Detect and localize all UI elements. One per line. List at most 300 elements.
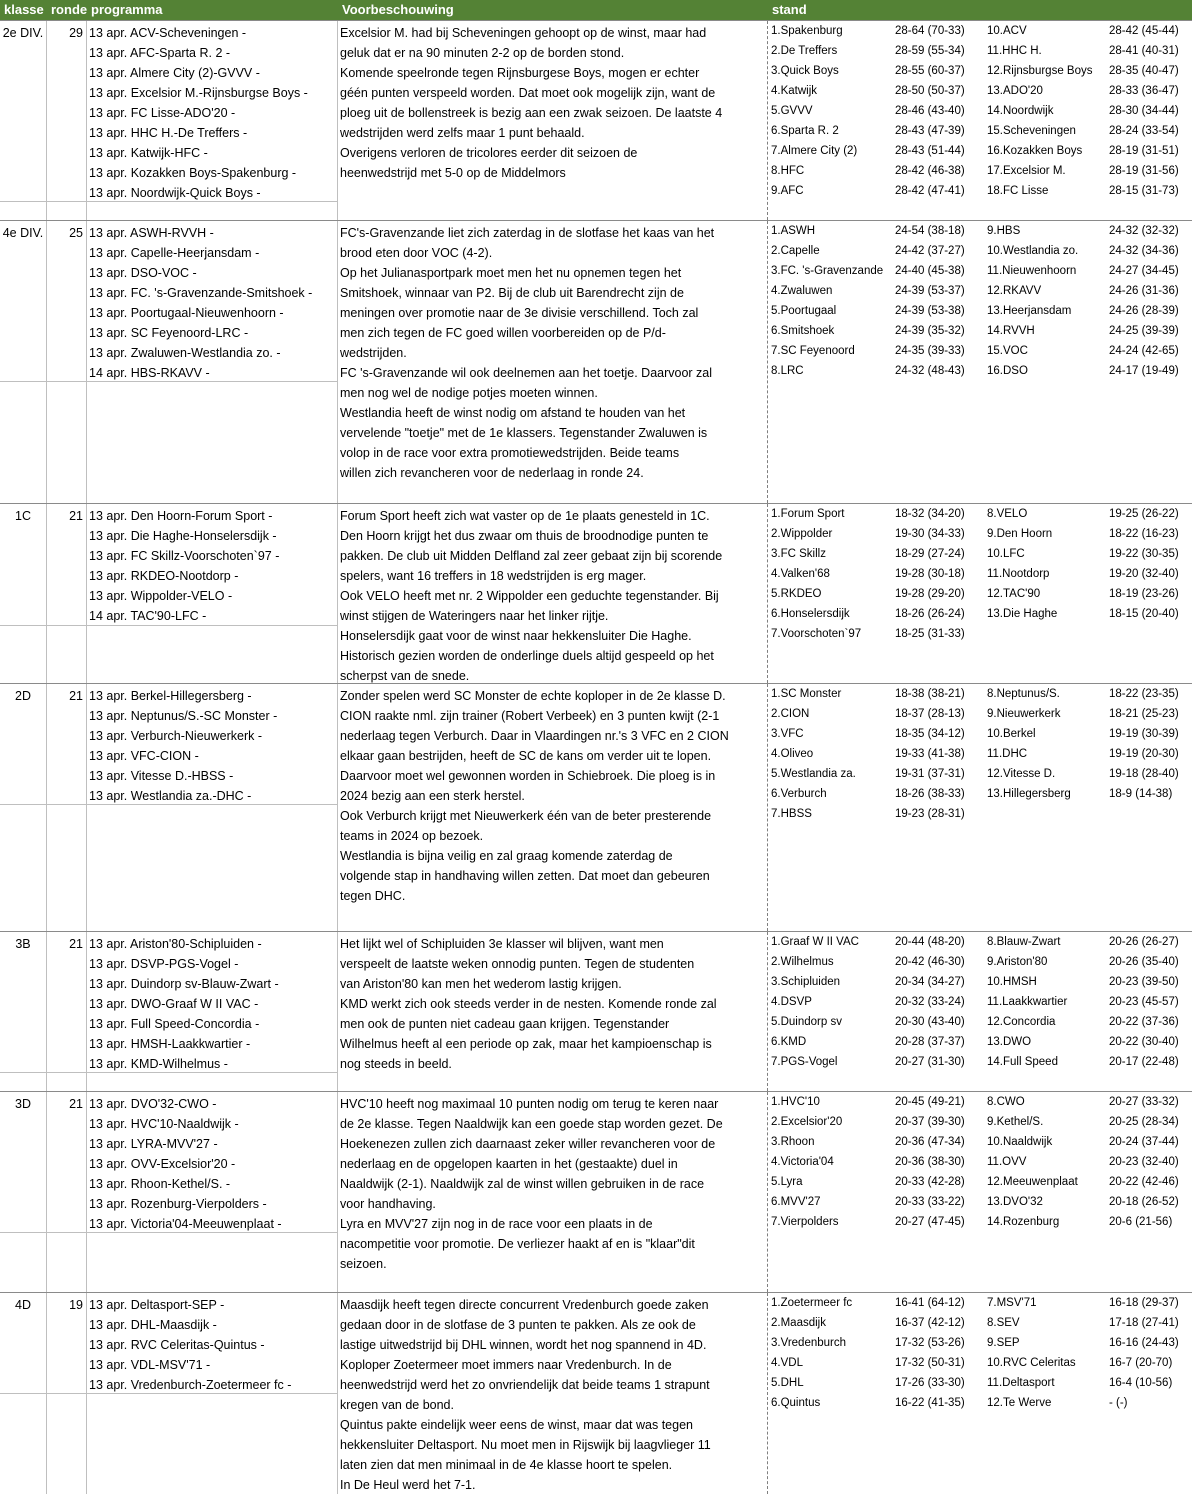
row-gridline bbox=[0, 381, 338, 382]
standings-row bbox=[768, 584, 1192, 604]
score-left: 24-39 (35-32) bbox=[895, 325, 965, 337]
team-right: 13.Die Haghe bbox=[987, 608, 1058, 620]
match-item: 13 apr. Duindorp sv-Blauw-Zwart - bbox=[89, 977, 279, 991]
match-item: 13 apr. DSVP-PGS-Vogel - bbox=[89, 957, 239, 971]
score-left: 18-26 (38-33) bbox=[895, 788, 965, 800]
score-left: 24-54 (38-18) bbox=[895, 225, 965, 237]
match-item: 13 apr. ACV-Scheveningen - bbox=[89, 26, 247, 40]
score-right: 20-22 (30-40) bbox=[1109, 1036, 1179, 1048]
klasse-label: 4e DIV. bbox=[2, 226, 44, 240]
score-left: 28-55 (60-37) bbox=[895, 65, 965, 77]
preview-line: Daarvoor moet wel gewonnen worden in Schiebroek. Die ploeg is in bbox=[340, 769, 716, 783]
match-item: 14 apr. TAC'90-LFC - bbox=[89, 609, 207, 623]
score-right: 24-27 (34-45) bbox=[1109, 265, 1179, 277]
score-left: 28-43 (51-44) bbox=[895, 145, 965, 157]
score-right: 24-17 (19-49) bbox=[1109, 365, 1179, 377]
score-right: 19-20 (32-40) bbox=[1109, 568, 1179, 580]
match-item: 13 apr. FC. 's-Gravenzande-Smitshoek - bbox=[89, 286, 313, 300]
standings-row bbox=[768, 361, 1192, 381]
standings-row bbox=[768, 1293, 1192, 1313]
standings-row bbox=[768, 992, 1192, 1012]
score-right: 18-19 (23-26) bbox=[1109, 588, 1179, 600]
score-left: 19-23 (28-31) bbox=[895, 808, 965, 820]
score-left: 20-42 (46-30) bbox=[895, 956, 965, 968]
score-left: 28-42 (47-41) bbox=[895, 185, 965, 197]
standings-row bbox=[768, 744, 1192, 764]
standings-row bbox=[768, 1333, 1192, 1353]
preview-line: pakken. De club uit Midden Delfland zal zeer gebaat zijn bij scorende bbox=[340, 549, 723, 563]
row-gridline bbox=[0, 625, 338, 626]
preview-line: Forum Sport heeft zich wat vaster op de 1e plaats genesteld in 1C. bbox=[340, 509, 710, 523]
programma-cell bbox=[87, 684, 338, 931]
score-left: 28-64 (70-33) bbox=[895, 25, 965, 37]
voorbeschouwing-cell bbox=[338, 684, 768, 931]
header-klasse: klasse bbox=[0, 0, 47, 20]
standings-row bbox=[768, 724, 1192, 744]
preview-line: Ook VELO heeft met nr. 2 Wippolder een geduchte tegenstander. Bij bbox=[340, 589, 719, 603]
ronde-cell bbox=[47, 504, 87, 683]
ronde-cell bbox=[47, 932, 87, 1091]
ronde-cell bbox=[47, 221, 87, 503]
klasse-label: 3B bbox=[15, 937, 31, 951]
preview-line: Historisch gezien worden de onderlinge duels altijd gespeeld op het bbox=[340, 649, 714, 663]
preview-line: Ook Verburch krijgt met Nieuwerkerk één van de beter presterende bbox=[340, 809, 712, 823]
team-right: 13.ADO'20 bbox=[987, 85, 1043, 97]
standings-row bbox=[768, 544, 1192, 564]
team-left: 5.Poortugaal bbox=[771, 305, 837, 317]
preview-line: Wilhelmus heeft al een periode op zak, maar het kampioenschap is bbox=[340, 1037, 712, 1051]
match-item: 13 apr. DVO'32-CWO - bbox=[89, 1097, 217, 1111]
programma-list bbox=[87, 1094, 282, 1234]
score-right: 16-18 (29-37) bbox=[1109, 1297, 1179, 1309]
score-right: 16-7 (20-70) bbox=[1109, 1357, 1173, 1369]
team-right: 12.Te Werve bbox=[987, 1397, 1052, 1409]
row-gridline bbox=[0, 804, 338, 805]
score-right: 19-18 (28-40) bbox=[1109, 768, 1179, 780]
team-left: 2.Excelsior'20 bbox=[771, 1116, 843, 1128]
team-left: 2.De Treffers bbox=[771, 45, 838, 57]
match-item: 13 apr. VDL-MSV'71 - bbox=[89, 1358, 211, 1372]
team-right: 10.ACV bbox=[987, 25, 1027, 37]
standings-table bbox=[768, 221, 1192, 381]
klasse-label: 3D bbox=[15, 1097, 31, 1111]
score-right: 20-24 (37-44) bbox=[1109, 1136, 1179, 1148]
standings-row bbox=[768, 81, 1192, 101]
team-right: 12.Concordia bbox=[987, 1016, 1056, 1028]
match-item: 13 apr. Poortugaal-Nieuwenhoorn - bbox=[89, 306, 284, 320]
programma-cell bbox=[87, 221, 338, 503]
team-right: 8.CWO bbox=[987, 1096, 1025, 1108]
team-left: 2.Wilhelmus bbox=[771, 956, 834, 968]
standings-table bbox=[768, 504, 1192, 644]
score-left: 16-22 (41-35) bbox=[895, 1397, 965, 1409]
score-left: 20-33 (33-22) bbox=[895, 1196, 965, 1208]
match-item: 13 apr. Neptunus/S.-SC Monster - bbox=[89, 709, 278, 723]
preview-line: KMD werkt zich ook steeds verder in de nesten. Komende ronde zal bbox=[340, 997, 717, 1011]
section-2 bbox=[0, 503, 1192, 683]
programma-list bbox=[87, 506, 279, 626]
standings-row bbox=[768, 604, 1192, 624]
standings-table bbox=[768, 684, 1192, 824]
standings-row bbox=[768, 804, 1192, 824]
team-left: 3.FC. 's-Gravenzande bbox=[771, 265, 884, 277]
score-left: 24-32 (48-43) bbox=[895, 365, 965, 377]
preview-line: willen zich revancheren voor de nederlaag in ronde 24. bbox=[340, 466, 644, 480]
score-left: 19-30 (34-33) bbox=[895, 528, 965, 540]
preview-line: nacompetitie voor promotie. De verliezer haakt af en is "klaar"dit bbox=[340, 1237, 695, 1251]
score-right: 24-32 (34-36) bbox=[1109, 245, 1179, 257]
team-left: 5.Lyra bbox=[771, 1176, 803, 1188]
preview-line: elkaar gaan bestrijden, heeft de SC de kans om verder uit te lopen. bbox=[340, 749, 712, 763]
standings-row bbox=[768, 141, 1192, 161]
score-right: 20-25 (28-34) bbox=[1109, 1116, 1179, 1128]
team-left: 3.Schipluiden bbox=[771, 976, 841, 988]
score-left: 28-59 (55-34) bbox=[895, 45, 965, 57]
preview-line: HVC'10 heeft nog maximaal 10 punten nodig om terug te keren naar bbox=[340, 1097, 719, 1111]
preview-line: FC's-Gravenzande liet zich zaterdag in de slotfase het kaas van het bbox=[340, 226, 715, 240]
preview-line: 2024 bezig aan een sterk herstel. bbox=[340, 789, 525, 803]
team-right: 16.Kozakken Boys bbox=[987, 145, 1083, 157]
team-right: 8.SEV bbox=[987, 1317, 1020, 1329]
team-right: 14.Full Speed bbox=[987, 1056, 1058, 1068]
score-left: 20-36 (38-30) bbox=[895, 1156, 965, 1168]
preview-line: Op het Julianasportpark moet men het nu opnemen tegen het bbox=[340, 266, 682, 280]
ronde-value: 19 bbox=[69, 1298, 83, 1312]
preview-line: Naaldwijk (2-1). Naaldwijk zal de winst willen gebruiken in de race bbox=[340, 1177, 705, 1191]
score-left: 16-41 (64-12) bbox=[895, 1297, 965, 1309]
match-item: 13 apr. Rozenburg-Vierpolders - bbox=[89, 1197, 267, 1211]
team-right: 9.Den Hoorn bbox=[987, 528, 1053, 540]
voorbeschouwing-cell bbox=[338, 21, 768, 220]
team-right: 8.Neptunus/S. bbox=[987, 688, 1060, 700]
match-item: 13 apr. LYRA-MVV'27 - bbox=[89, 1137, 218, 1151]
standings-row bbox=[768, 221, 1192, 241]
score-right: 19-22 (30-35) bbox=[1109, 548, 1179, 560]
team-right: 11.Deltasport bbox=[987, 1377, 1055, 1389]
voorbeschouwing-text bbox=[338, 934, 717, 1074]
programma-list bbox=[87, 934, 279, 1074]
team-right: 14.Rozenburg bbox=[987, 1216, 1060, 1228]
standings-row bbox=[768, 1052, 1192, 1072]
score-right: 20-23 (32-40) bbox=[1109, 1156, 1179, 1168]
score-left: 19-31 (37-31) bbox=[895, 768, 965, 780]
preview-line: verspeelt de laatste weken onnodig punten. Tegen de studenten bbox=[340, 957, 695, 971]
preview-line: Hoekenezen zullen zich daarnaast zeker willer revancheren voor de bbox=[340, 1137, 716, 1151]
score-right: 28-35 (40-47) bbox=[1109, 65, 1179, 77]
score-right: 20-18 (26-52) bbox=[1109, 1196, 1179, 1208]
team-left: 4.DSVP bbox=[771, 996, 812, 1008]
ronde-value: 29 bbox=[69, 26, 83, 40]
team-right: 12.Vitesse D. bbox=[987, 768, 1056, 780]
preview-line: gedaan door in de slotfase de 3 punten te pakken. Als ze ook de bbox=[340, 1318, 696, 1332]
standings-row bbox=[768, 281, 1192, 301]
team-left: 6.Sparta R. 2 bbox=[771, 125, 839, 137]
team-right: 10.Naaldwijk bbox=[987, 1136, 1053, 1148]
score-left: 20-36 (47-34) bbox=[895, 1136, 965, 1148]
standings-row bbox=[768, 1092, 1192, 1112]
preview-line: Westlandia heeft de winst nodig om afstand te houden van het bbox=[340, 406, 686, 420]
team-left: 3.Vredenburch bbox=[771, 1337, 847, 1349]
preview-line: Koploper Zoetermeer moet immers naar Vredenburch. In de bbox=[340, 1358, 672, 1372]
klasse-cell bbox=[0, 21, 47, 220]
preview-line: volop in de race voor extra promotiewedstrijden. Beide teams bbox=[340, 446, 680, 460]
standings-row bbox=[768, 932, 1192, 952]
score-right: 28-24 (33-54) bbox=[1109, 125, 1179, 137]
preview-line: volgende stap in handhaving willen zetten. Dat moet dan gebeuren bbox=[340, 869, 710, 883]
match-item: 13 apr. Berkel-Hillegersberg - bbox=[89, 689, 252, 703]
team-right: 16.DSO bbox=[987, 365, 1028, 377]
stand-cell bbox=[768, 221, 1192, 503]
preview-line: nederlaag en de opgelopen kaarten in het (gestaakte) duel in bbox=[340, 1157, 678, 1171]
standings-row bbox=[768, 321, 1192, 341]
team-left: 7.SC Feyenoord bbox=[771, 345, 855, 357]
team-left: 7.Almere City (2) bbox=[771, 145, 858, 157]
team-right: 11.HHC H. bbox=[987, 45, 1042, 57]
match-item: 13 apr. FC Lisse-ADO'20 - bbox=[89, 106, 236, 120]
klasse-label: 4D bbox=[15, 1298, 31, 1312]
score-left: 24-39 (53-38) bbox=[895, 305, 965, 317]
standings-row bbox=[768, 952, 1192, 972]
preview-line: ploeg uit de bollenstreek is bezig aan een zwak seizoen. De laatste 4 bbox=[340, 106, 723, 120]
programma-cell bbox=[87, 21, 338, 220]
standings-row bbox=[768, 1172, 1192, 1192]
preview-line: Komende speelronde tegen Rijnsburgese Boys, mogen er echter bbox=[340, 66, 700, 80]
team-right: 9.HBS bbox=[987, 225, 1021, 237]
team-left: 3.VFC bbox=[771, 728, 804, 740]
programma-cell bbox=[87, 504, 338, 683]
voorbeschouwing-cell bbox=[338, 221, 768, 503]
match-item: 13 apr. Almere City (2)-GVVV - bbox=[89, 66, 260, 80]
team-left: 1.Spakenburg bbox=[771, 25, 843, 37]
preview-line: Quintus pakte eindelijk weer eens de winst, maar dat was tegen bbox=[340, 1418, 693, 1432]
match-item: 13 apr. Deltasport-SEP - bbox=[89, 1298, 225, 1312]
match-item: 13 apr. Victoria'04-Meeuwenplaat - bbox=[89, 1217, 282, 1231]
match-item: 13 apr. HVC'10-Naaldwijk - bbox=[89, 1117, 239, 1131]
team-left: 9.AFC bbox=[771, 185, 804, 197]
match-item: 13 apr. Den Hoorn-Forum Sport - bbox=[89, 509, 273, 523]
team-left: 1.SC Monster bbox=[771, 688, 842, 700]
team-left: 5.DHL bbox=[771, 1377, 804, 1389]
score-left: 18-25 (31-33) bbox=[895, 628, 965, 640]
match-item: 13 apr. Wippolder-VELO - bbox=[89, 589, 233, 603]
match-item: 14 apr. HBS-RKAVV - bbox=[89, 366, 210, 380]
score-left: 28-42 (46-38) bbox=[895, 165, 965, 177]
preview-line: lastige uitwedstrijd bij DHL winnen, wordt het nog spannend in 4D. bbox=[340, 1338, 707, 1352]
standings-row bbox=[768, 21, 1192, 41]
preview-line: spelers, want 16 treffers in 18 wedstrijden is erg mager. bbox=[340, 569, 647, 583]
stand-cell bbox=[768, 1092, 1192, 1292]
team-right: 13.Heerjansdam bbox=[987, 305, 1072, 317]
standings-row bbox=[768, 121, 1192, 141]
team-left: 7.Voorschoten`97 bbox=[771, 628, 862, 640]
team-left: 1.HVC'10 bbox=[771, 1096, 820, 1108]
preview-line: In De Heul werd het 7-1. bbox=[340, 1478, 476, 1492]
preview-line: Smitshoek, winnaar van P2. Bij de club uit Barendrecht zijn de bbox=[340, 286, 684, 300]
section-0 bbox=[0, 20, 1192, 220]
match-item: 13 apr. HMSH-Laakkwartier - bbox=[89, 1037, 251, 1051]
preview-line: seizoen. bbox=[340, 1257, 387, 1271]
match-item: 13 apr. ASWH-RVVH - bbox=[89, 226, 214, 240]
score-left: 24-39 (53-37) bbox=[895, 285, 965, 297]
score-left: 20-30 (43-40) bbox=[895, 1016, 965, 1028]
match-item: 13 apr. Westlandia za.-DHC - bbox=[89, 789, 252, 803]
score-right: 18-9 (14-38) bbox=[1109, 788, 1173, 800]
match-item: 13 apr. Capelle-Heerjansdam - bbox=[89, 246, 260, 260]
preview-line: teams in 2024 op bezoek. bbox=[340, 829, 484, 843]
score-right: 20-26 (26-27) bbox=[1109, 936, 1179, 948]
team-right: 10.RVC Celeritas bbox=[987, 1357, 1076, 1369]
team-right: 15.Scheveningen bbox=[987, 125, 1076, 137]
preview-line: scherpst van de snede. bbox=[340, 669, 470, 683]
ronde-value: 21 bbox=[69, 937, 83, 951]
klasse-cell bbox=[0, 1092, 47, 1292]
preview-line: Overigens verloren de tricolores eerder dit seizoen de bbox=[340, 146, 638, 160]
standings-row bbox=[768, 1032, 1192, 1052]
standings-table bbox=[768, 932, 1192, 1072]
standings-row bbox=[768, 1192, 1192, 1212]
score-right: 20-23 (45-57) bbox=[1109, 996, 1179, 1008]
match-item: 13 apr. Ariston'80-Schipluiden - bbox=[89, 937, 262, 951]
score-right: 28-19 (31-56) bbox=[1109, 165, 1179, 177]
klasse-label: 2e DIV. bbox=[2, 26, 44, 40]
preview-line: tegen DHC. bbox=[340, 889, 406, 903]
score-right: 18-15 (20-40) bbox=[1109, 608, 1179, 620]
standings-table bbox=[768, 21, 1192, 201]
score-left: 24-40 (45-38) bbox=[895, 265, 965, 277]
team-right: 7.MSV'71 bbox=[987, 1297, 1037, 1309]
score-right: 28-15 (31-73) bbox=[1109, 185, 1179, 197]
preview-line: Excelsior M. had bij Scheveningen gehoopt op de winst, maar had bbox=[340, 26, 707, 40]
team-left: 1.Zoetermeer fc bbox=[771, 1297, 853, 1309]
team-left: 6.MVV'27 bbox=[771, 1196, 821, 1208]
team-right: 12.Meeuwenplaat bbox=[987, 1176, 1078, 1188]
match-item: 13 apr. DHL-Maasdijk - bbox=[89, 1318, 217, 1332]
score-right: 24-24 (42-65) bbox=[1109, 345, 1179, 357]
standings-row bbox=[768, 1212, 1192, 1232]
team-left: 2.Wippolder bbox=[771, 528, 833, 540]
score-left: 20-32 (33-24) bbox=[895, 996, 965, 1008]
score-left: 20-33 (42-28) bbox=[895, 1176, 965, 1188]
klasse-label: 2D bbox=[15, 689, 31, 703]
match-item: 13 apr. KMD-Wilhelmus - bbox=[89, 1057, 228, 1071]
match-item: 13 apr. Zwaluwen-Westlandia zo. - bbox=[89, 346, 281, 360]
score-left: 19-28 (30-18) bbox=[895, 568, 965, 580]
score-left: 20-27 (47-45) bbox=[895, 1216, 965, 1228]
klasse-cell bbox=[0, 504, 47, 683]
row-gridline bbox=[0, 1393, 338, 1394]
team-right: 12.TAC'90 bbox=[987, 588, 1041, 600]
team-right: 10.HMSH bbox=[987, 976, 1037, 988]
team-left: 7.HBSS bbox=[771, 808, 812, 820]
score-right: 24-32 (32-32) bbox=[1109, 225, 1179, 237]
ronde-cell bbox=[47, 684, 87, 931]
preview-line: brood eten door VOC (4-2). bbox=[340, 246, 493, 260]
row-gridline bbox=[0, 1232, 338, 1233]
score-left: 16-37 (42-12) bbox=[895, 1317, 965, 1329]
score-left: 20-45 (49-21) bbox=[895, 1096, 965, 1108]
ronde-value: 21 bbox=[69, 1097, 83, 1111]
team-left: 4.Valken'68 bbox=[771, 568, 830, 580]
team-left: 1.Graaf W II VAC bbox=[771, 936, 859, 948]
preview-line: winst stijgen de Wateringers naar het linker rijtje. bbox=[340, 609, 609, 623]
preview-line: Zonder spelen werd SC Monster de echte koploper in de 2e klasse D. bbox=[340, 689, 726, 703]
standings-row bbox=[768, 784, 1192, 804]
team-left: 4.Zwaluwen bbox=[771, 285, 833, 297]
team-left: 1.ASWH bbox=[771, 225, 816, 237]
score-left: 18-26 (26-24) bbox=[895, 608, 965, 620]
preview-line: nog steeds in beeld. bbox=[340, 1057, 452, 1071]
score-right: 24-26 (31-36) bbox=[1109, 285, 1179, 297]
match-item: 13 apr. Die Haghe-Honselersdijk - bbox=[89, 529, 277, 543]
standings-row bbox=[768, 261, 1192, 281]
team-right: 10.Westlandia zo. bbox=[987, 245, 1079, 257]
preview-line: hekkensluiter Deltasport. Nu moet men in Rijswijk bij laagvlieger 11 bbox=[340, 1438, 711, 1452]
voorbeschouwing-text bbox=[338, 1295, 711, 1495]
klasse-cell bbox=[0, 684, 47, 931]
row-gridline bbox=[0, 201, 338, 202]
header-voorbeschouwing: Voorbeschouwing bbox=[338, 0, 768, 20]
standings-row bbox=[768, 524, 1192, 544]
score-left: 19-28 (29-20) bbox=[895, 588, 965, 600]
team-left: 7.PGS-Vogel bbox=[771, 1056, 838, 1068]
klasse-cell bbox=[0, 221, 47, 503]
standings-row bbox=[768, 564, 1192, 584]
ronde-value: 21 bbox=[69, 509, 83, 523]
score-left: 20-37 (39-30) bbox=[895, 1116, 965, 1128]
score-right: 19-25 (26-22) bbox=[1109, 508, 1179, 520]
match-item: 13 apr. FC Skillz-Voorschoten`97 - bbox=[89, 549, 280, 563]
voorbeschouwing-cell bbox=[338, 1293, 768, 1494]
match-item: 13 apr. SC Feyenoord-LRC - bbox=[89, 326, 249, 340]
standings-row bbox=[768, 61, 1192, 81]
score-left: 24-42 (37-27) bbox=[895, 245, 965, 257]
score-right: 20-26 (35-40) bbox=[1109, 956, 1179, 968]
team-left: 5.Westlandia za. bbox=[771, 768, 856, 780]
team-right: 12.Rijnsburgse Boys bbox=[987, 65, 1093, 77]
voorbeschouwing-cell bbox=[338, 504, 768, 683]
team-right: 14.RVVH bbox=[987, 325, 1035, 337]
preview-line: Westlandia is bijna veilig en zal graag komende zaterdag de bbox=[340, 849, 673, 863]
programma-cell bbox=[87, 1092, 338, 1292]
team-left: 2.Capelle bbox=[771, 245, 820, 257]
match-item: 13 apr. RVC Celeritas-Quintus - bbox=[89, 1338, 265, 1352]
score-right: 16-16 (24-43) bbox=[1109, 1337, 1179, 1349]
voorbeschouwing-text bbox=[338, 23, 722, 183]
team-left: 4.VDL bbox=[771, 1357, 803, 1369]
voorbeschouwing-cell bbox=[338, 1092, 768, 1292]
match-item: 13 apr. Vitesse D.-HBSS - bbox=[89, 769, 234, 783]
ronde-cell bbox=[47, 21, 87, 220]
score-left: 28-50 (50-37) bbox=[895, 85, 965, 97]
team-left: 1.Forum Sport bbox=[771, 508, 845, 520]
preview-line: heenwedstrijd werd het zo onvriendelijk dat beide teams 1 strapunt bbox=[340, 1378, 710, 1392]
score-right: 24-25 (39-39) bbox=[1109, 325, 1179, 337]
score-right: 24-26 (28-39) bbox=[1109, 305, 1179, 317]
standings-table bbox=[768, 1092, 1192, 1232]
preview-line: FC 's-Gravenzande wil ook deelnemen aan het toetje. Daarvoor zal bbox=[340, 366, 713, 380]
team-right: 14.Noordwijk bbox=[987, 105, 1054, 117]
match-item: 13 apr. Rhoon-Kethel/S. - bbox=[89, 1177, 231, 1191]
team-left: 7.Vierpolders bbox=[771, 1216, 839, 1228]
score-left: 20-27 (31-30) bbox=[895, 1056, 965, 1068]
team-right: 11.Nootdorp bbox=[987, 568, 1050, 580]
header-ronde: ronde bbox=[47, 0, 87, 20]
match-item: 13 apr. Noordwijk-Quick Boys - bbox=[89, 186, 261, 200]
team-left: 6.Quintus bbox=[771, 1397, 821, 1409]
score-left: 17-32 (53-26) bbox=[895, 1337, 965, 1349]
team-right: 10.Berkel bbox=[987, 728, 1036, 740]
preview-line: men zich tegen de FC goed willen voorbereiden op de P/d- bbox=[340, 326, 666, 340]
